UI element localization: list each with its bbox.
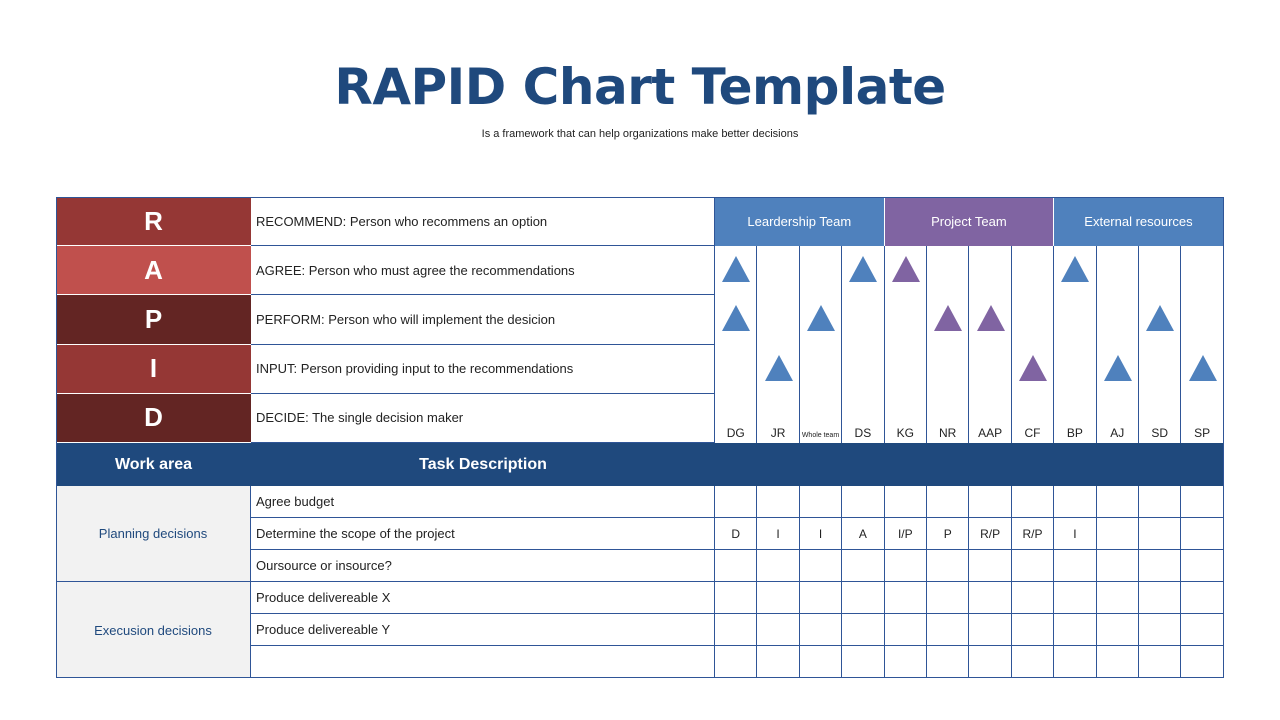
rapid-letter-d: D [56,394,251,443]
table-row [251,518,1224,550]
rapid-definition: RECOMMEND: Person who recommens an option [251,197,715,246]
person-column [715,246,757,443]
raci-cell[interactable] [1097,550,1139,581]
table-row [251,486,1224,518]
raci-cell[interactable] [1139,646,1181,678]
raci-cell[interactable] [800,614,842,645]
role-marker-triangle-icon [722,305,750,331]
raci-cell[interactable]: R/P [969,518,1011,549]
task-description-cell[interactable]: Produce delivereable X [251,582,715,613]
raci-cell[interactable] [1012,582,1054,613]
raci-cell[interactable]: I/P [885,518,927,549]
raci-cell[interactable] [1139,486,1181,517]
raci-cell[interactable] [1012,486,1054,517]
raci-cell[interactable] [969,550,1011,581]
group-header: External resources [1054,197,1224,246]
raci-cell[interactable] [800,582,842,613]
raci-cell[interactable] [1139,550,1181,581]
raci-cell[interactable] [1181,486,1223,517]
raci-cell[interactable] [1139,582,1181,613]
table-row [251,646,1224,678]
raci-cell[interactable] [885,646,927,678]
raci-cell[interactable] [1012,614,1054,645]
work-area-cell: Planning decisions [56,486,251,582]
role-marker-triangle-icon [1061,256,1089,282]
raci-cell[interactable] [1012,550,1054,581]
person-label: CF [1024,426,1041,440]
person-label: Whole team [801,432,840,439]
role-marker-triangle-icon [1189,355,1217,381]
role-marker-triangle-icon [892,256,920,282]
raci-cell[interactable] [842,582,884,613]
person-column [842,246,884,443]
raci-cell[interactable] [1097,582,1139,613]
person-label: DS [854,426,872,440]
person-label: BP [1066,426,1083,440]
task-description-cell[interactable]: Determine the scope of the project [251,518,715,549]
table-row [251,550,1224,582]
raci-cell[interactable] [757,614,799,645]
rapid-letter-a: A [56,246,251,295]
raci-cell[interactable]: R/P [1012,518,1054,549]
person-column [1097,246,1139,443]
raci-cell[interactable] [1181,646,1223,678]
person-label: AAP [978,426,1003,440]
raci-cell[interactable] [842,486,884,517]
rapid-definition: DECIDE: The single decision maker [251,394,715,443]
rapid-letter-i: I [56,345,251,394]
role-marker-triangle-icon [1104,355,1132,381]
role-marker-triangle-icon [765,355,793,381]
raci-cell[interactable] [1181,550,1223,581]
raci-cell[interactable] [800,646,842,678]
raci-cell[interactable] [757,582,799,613]
rapid-definition: PERFORM: Person who will implement the desicion [251,295,715,344]
person-label: SP [1194,426,1211,440]
raci-cell[interactable] [927,614,969,645]
raci-cell[interactable] [885,486,927,517]
person-label: SD [1151,426,1169,440]
raci-cell[interactable] [1054,486,1096,517]
raci-cell[interactable] [969,486,1011,517]
raci-cell[interactable] [715,582,757,613]
person-column [885,246,927,443]
raci-cell[interactable] [1097,646,1139,678]
raci-cell[interactable] [757,550,799,581]
raci-cell[interactable] [715,646,757,678]
raci-cell[interactable] [885,614,927,645]
raci-cell[interactable] [1054,550,1096,581]
raci-cell[interactable] [927,646,969,678]
role-marker-triangle-icon [977,305,1005,331]
person-column [927,246,969,443]
raci-cell[interactable]: I [757,518,799,549]
raci-cell[interactable] [1139,518,1181,549]
raci-cell[interactable] [715,550,757,581]
role-marker-triangle-icon [934,305,962,331]
raci-cell[interactable]: I [1054,518,1096,549]
raci-cell[interactable] [1181,614,1223,645]
raci-cell[interactable] [969,646,1011,678]
work-area-header: Work area [114,455,193,473]
raci-cell[interactable] [1181,518,1223,549]
person-column [969,246,1011,443]
role-marker-triangle-icon [849,256,877,282]
raci-cell[interactable] [842,550,884,581]
rapid-definition: AGREE: Person who must agree the recommendations [251,246,715,295]
raci-cell[interactable] [757,486,799,517]
page-title: RAPID Chart Template [334,58,946,116]
raci-cell[interactable] [969,614,1011,645]
raci-cell[interactable] [927,486,969,517]
person-label: DG [726,426,745,440]
task-description-cell[interactable]: Oursource or insource? [251,550,715,581]
raci-cell[interactable] [969,582,1011,613]
raci-cell[interactable]: I [800,518,842,549]
table-row [251,614,1224,646]
raci-cell[interactable]: A [842,518,884,549]
raci-cell[interactable] [1054,646,1096,678]
raci-cell[interactable] [842,614,884,645]
role-marker-triangle-icon [722,256,750,282]
person-column [1012,246,1054,443]
person-column [1139,246,1181,443]
raci-cell[interactable] [885,550,927,581]
rapid-chart-table [56,197,1224,678]
raci-cell[interactable] [715,486,757,517]
raci-cell[interactable] [1097,518,1139,549]
person-label: AJ [1110,426,1125,440]
raci-cell[interactable]: P [927,518,969,549]
table-row [251,582,1224,614]
raci-cell[interactable] [757,646,799,678]
raci-cell[interactable] [1097,486,1139,517]
rapid-letter-r: R [56,197,251,246]
person-column [800,246,842,443]
raci-cell[interactable] [927,582,969,613]
raci-cell[interactable] [1054,582,1096,613]
raci-cell[interactable] [1012,646,1054,678]
raci-cell[interactable] [927,550,969,581]
role-marker-triangle-icon [1019,355,1047,381]
person-column [757,246,799,443]
raci-cell[interactable] [715,614,757,645]
person-label: NR [939,426,957,440]
page-subtitle: Is a framework that can help organizations make better decisions [481,128,799,140]
raci-cell[interactable] [842,646,884,678]
task-description-header: Task Description [419,455,547,473]
raci-cell[interactable] [885,582,927,613]
person-column [1054,246,1096,443]
task-description-cell[interactable]: Agree budget [251,486,715,517]
person-label: KG [896,426,914,440]
task-description-cell[interactable] [251,646,715,678]
raci-cell[interactable] [1139,614,1181,645]
raci-cell[interactable] [1054,614,1096,645]
rapid-definition: INPUT: Person providing input to the recommendations [251,345,715,394]
raci-cell[interactable]: D [715,518,757,549]
group-header: Leardership Team [715,197,885,246]
role-marker-triangle-icon [1146,305,1174,331]
task-description-cell[interactable]: Produce delivereable Y [251,614,715,645]
role-marker-triangle-icon [807,305,835,331]
raci-cell[interactable] [800,550,842,581]
person-label: JR [770,426,786,440]
group-header: Project Team [885,197,1055,246]
person-column [1181,246,1223,443]
raci-cell[interactable] [1097,614,1139,645]
raci-cell[interactable] [1181,582,1223,613]
work-area-cell: Execusion decisions [56,582,251,678]
rapid-letter-p: P [56,295,251,344]
raci-cell[interactable] [800,486,842,517]
